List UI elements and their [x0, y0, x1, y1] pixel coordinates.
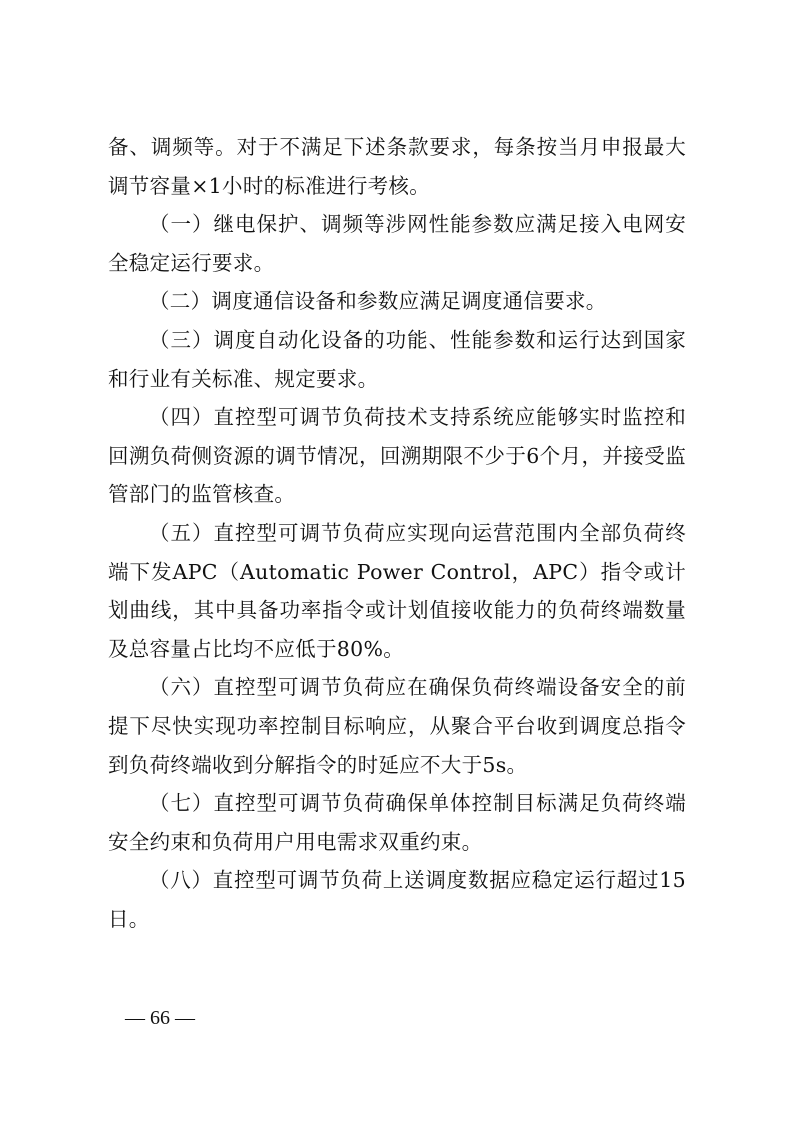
- paragraph-item-7: （七）直控型可调节负荷确保单体控制目标满足负荷终端安全约束和负荷用户用电需求双重约束。: [108, 791, 686, 854]
- paragraph-item-1: （一）继电保护、调频等涉网性能参数应满足接入电网安全稳定运行要求。: [108, 212, 686, 275]
- paragraph-item-8: （八）直控型可调节负荷上送调度数据应稳定运行超过15日。: [108, 868, 686, 931]
- document-body: [108, 128, 686, 938]
- page-number: — 66 —: [125, 1007, 195, 1029]
- paragraph-continuation: 备、调频等。对于不满足下述条款要求，每条按当月申报最大调节容量×1小时的标准进行考核。: [108, 135, 686, 198]
- paragraph-item-4: （四）直控型可调节负荷技术支持系统应能够实时监控和回溯负荷侧资源的调节情况，回溯期限不少于6个月，并接受监管部门的监管核查。: [108, 405, 686, 507]
- paragraph-item-5: （五）直控型可调节负荷应实现向运营范围内全部负荷终端下发APC（Automatic Power Control，APC）指令或计划曲线，其中具备功率指令或计划值接收能力的负荷终端数量及总容量占比均不应低于80%。: [108, 520, 686, 661]
- paragraph-item-3: （三）调度自动化设备的功能、性能参数和运行达到国家和行业有关标准、规定要求。: [108, 327, 686, 391]
- paragraph-item-6: （六）直控型可调节负荷应在确保负荷终端设备安全的前提下尽快实现功率控制目标响应，从聚合平台收到调度总指令到负荷终端收到分解指令的时延应不大于5s。: [108, 675, 686, 777]
- paragraph-item-2: （二）调度通信设备和参数应满足调度通信要求。: [149, 289, 607, 314]
